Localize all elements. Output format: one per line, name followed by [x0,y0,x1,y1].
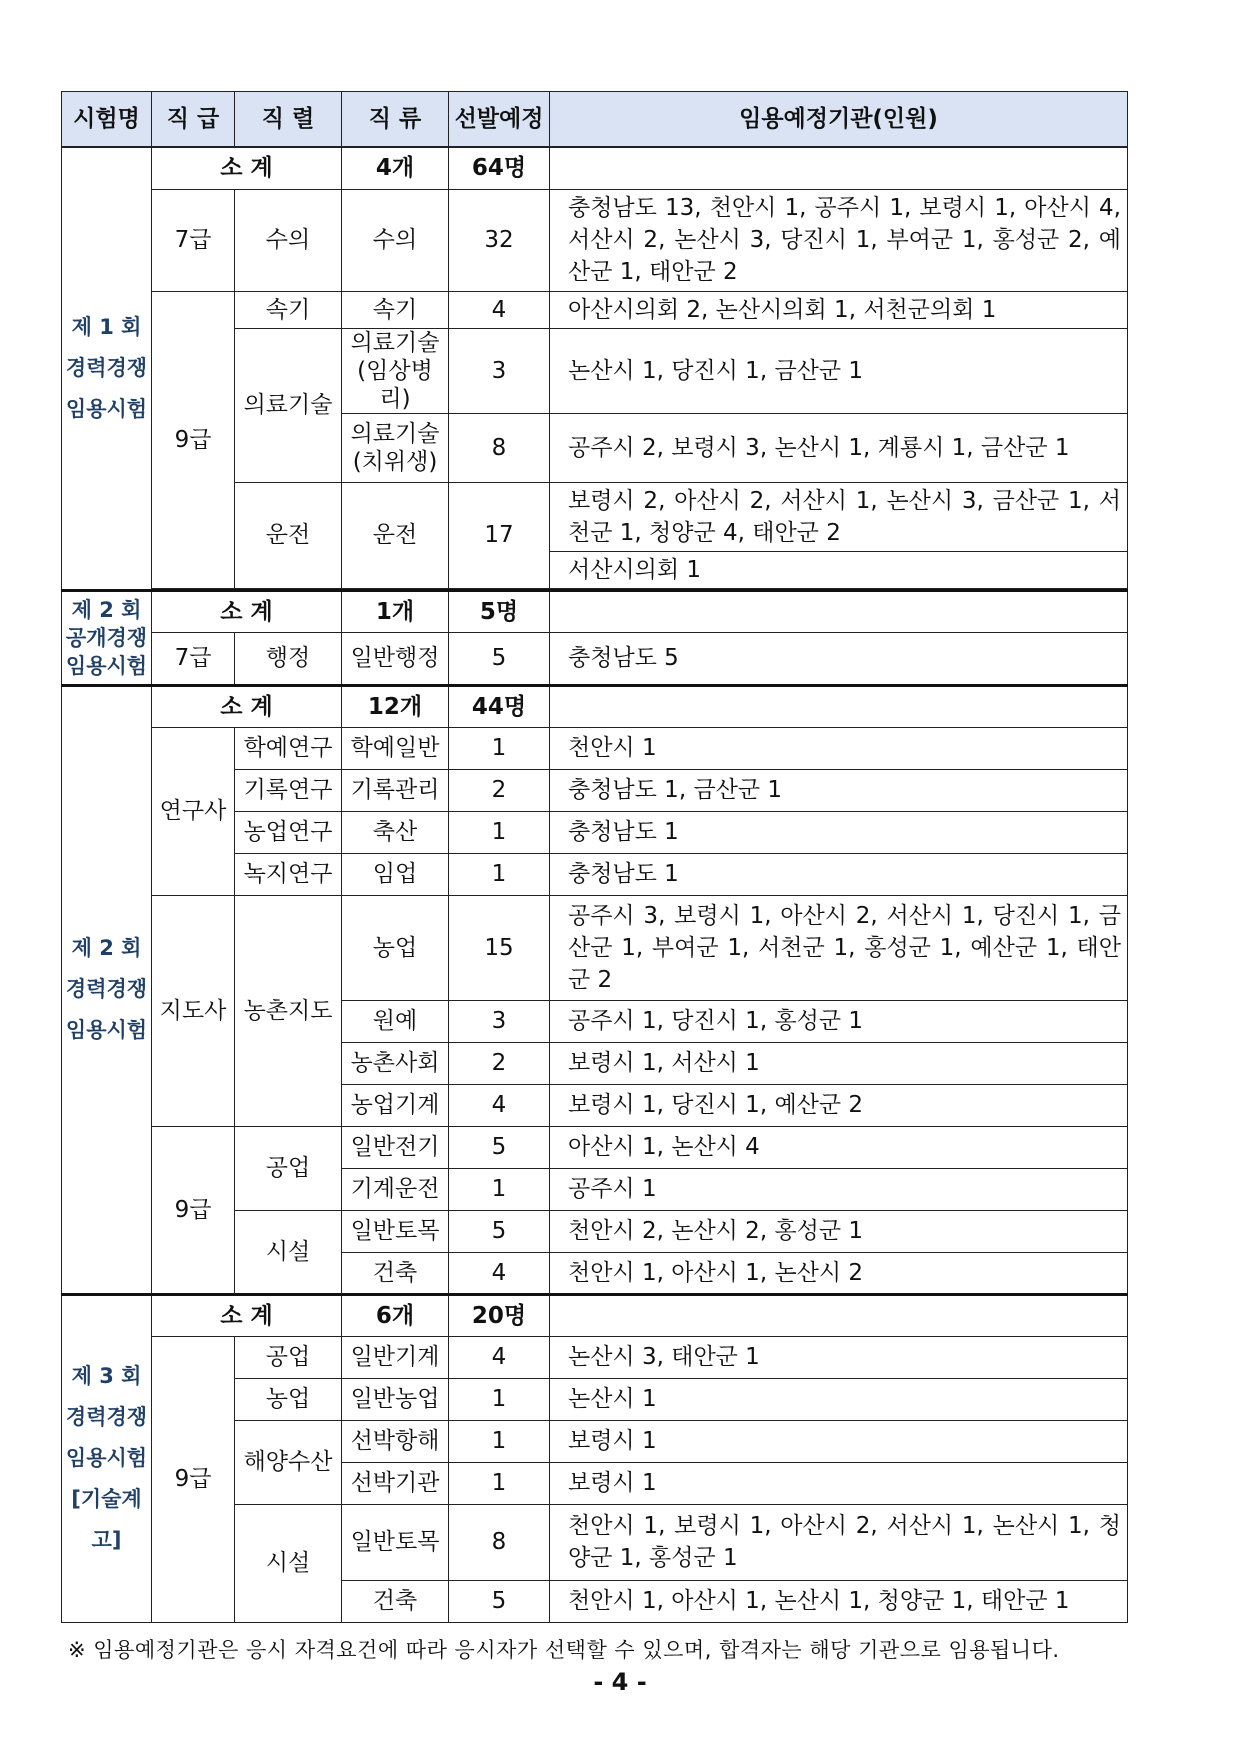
series-cell: 시설 [235,1504,342,1622]
subtotal-label: 소 계 [152,1294,342,1336]
subtotal-label: 소 계 [152,147,342,189]
agencies-cell: 보령시 2, 아산시 2, 서산시 1, 논산시 3, 금산군 1, 서천군 1, 청양군 4, 태안군 2 [550,482,1128,551]
class-cell: 농업 [342,895,449,1000]
agencies-cell: 보령시 1, 당진시 1, 예산군 2 [550,1084,1128,1126]
header-exam: 시험명 [62,92,152,148]
grade-cell: 7급 [152,632,235,685]
grade-cell: 연구사 [152,727,235,895]
agencies-cell: 천안시 1, 아산시 1, 논산시 2 [550,1252,1128,1294]
class-cell: 일반행정 [342,632,449,685]
grade-cell: 9급 [152,291,235,588]
class-cell: 일반농업 [342,1378,449,1420]
num-cell: 8 [449,1504,550,1580]
subtotal-count: 4개 [342,147,449,189]
subtotal-count: 1개 [342,590,449,632]
agencies-cell: 충청남도 1, 금산군 1 [550,769,1128,811]
subtotal-blank [550,147,1128,189]
num-cell: 1 [449,727,550,769]
num-cell: 4 [449,291,550,328]
exam-line: 제 2 회 [71,597,142,622]
page-number: - 4 - [593,1668,647,1696]
num-cell: 1 [449,1462,550,1504]
table-row [62,291,1128,328]
agencies-cell: 공주시 1 [550,1168,1128,1210]
series-cell: 농촌지도 [235,895,342,1126]
grade-cell: 지도사 [152,895,235,1126]
series-cell: 기록연구 [235,769,342,811]
class-cell: 선박기관 [342,1462,449,1504]
grade-cell: 7급 [152,189,235,291]
class-cell: 수의 [342,189,449,291]
recruitment-table [61,91,1128,1623]
table-row [62,1336,1128,1378]
header-row [62,92,1128,148]
series-cell: 시설 [235,1210,342,1294]
class-cell: 원예 [342,1000,449,1042]
num-cell: 4 [449,1336,550,1378]
agencies-cell: 논산시 1, 당진시 1, 금산군 1 [550,328,1128,413]
header-grade: 직 급 [152,92,235,148]
num-cell: 3 [449,328,550,413]
agencies-cell: 서산시의회 1 [550,551,1128,588]
grade-cell: 9급 [152,1126,235,1294]
series-cell: 해양수산 [235,1420,342,1504]
subtotal-total: 64명 [449,147,550,189]
class-cell: 일반토목 [342,1210,449,1252]
class-cell: 농촌사회 [342,1042,449,1084]
subtotal-total: 44명 [449,685,550,727]
class-cell: 학예일반 [342,727,449,769]
table-row [62,895,1128,1000]
class-cell: 기계운전 [342,1168,449,1210]
series-cell: 속기 [235,291,342,328]
exam-line: 임용시험 [65,1446,148,1470]
header-selection: 선발예정 [449,92,550,148]
agencies-cell: 천안시 1, 보령시 1, 아산시 2, 서산시 1, 논산시 1, 청양군 1, 홍성군 1 [550,1504,1128,1580]
exam-line: 공개경쟁 [65,625,148,650]
table-row [62,727,1128,769]
series-cell: 농업연구 [235,811,342,853]
class-cell: 의료기술 (임상병리) [342,328,449,413]
agencies-cell: 공주시 3, 보령시 1, 아산시 2, 서산시 1, 당진시 1, 금산군 1, 부여군 1, 서천군 1, 홍성군 1, 예산군 1, 태안군 2 [550,895,1128,1000]
series-cell: 학예연구 [235,727,342,769]
agencies-cell: 논산시 3, 태안군 1 [550,1336,1128,1378]
class-cell: 선박항해 [342,1420,449,1462]
exam-name-cell [62,1294,152,1622]
num-cell: 2 [449,769,550,811]
agencies-cell: 보령시 1, 서산시 1 [550,1042,1128,1084]
series-cell: 농업 [235,1378,342,1420]
class-cell: 일반기계 [342,1336,449,1378]
subtotal-count: 12개 [342,685,449,727]
exam-line: 제 1 회 [71,314,142,339]
class-cell: 축산 [342,811,449,853]
num-cell: 1 [449,1378,550,1420]
exam-name-cell [62,147,152,590]
exam-line: 경력경쟁 [65,1405,148,1429]
subtotal-blank [550,1294,1128,1336]
exam-line: [기술계고] [71,1487,142,1552]
exam-name-cell [62,685,152,1294]
num-cell: 8 [449,413,550,482]
header-agencies: 임용예정기관(인원) [550,92,1128,148]
num-cell: 5 [449,1580,550,1622]
series-cell: 의료기술 [235,328,342,482]
subtotal-count: 6개 [342,1294,449,1336]
agencies-cell: 보령시 1 [550,1420,1128,1462]
agencies-cell: 충청남도 1 [550,853,1128,895]
agencies-cell: 충청남도 5 [550,632,1128,685]
class-cell: 의료기술 (치위생) [342,413,449,482]
num-cell: 1 [449,1168,550,1210]
exam-line: 임용시험 [65,1018,148,1042]
series-cell: 공업 [235,1126,342,1210]
subtotal-blank [550,685,1128,727]
agencies-cell: 보령시 1 [550,1462,1128,1504]
agencies-cell: 아산시 1, 논산시 4 [550,1126,1128,1168]
exam-line: 임용시험 [65,653,148,678]
class-cell: 기록관리 [342,769,449,811]
class-cell: 운전 [342,482,449,588]
grade-cell: 9급 [152,1336,235,1622]
class-cell: 건축 [342,1252,449,1294]
header-series: 직 렬 [235,92,342,148]
num-cell: 1 [449,853,550,895]
subtotal-blank [550,590,1128,632]
class-cell: 일반전기 [342,1126,449,1168]
num-cell: 15 [449,895,550,1000]
agencies-cell: 충청남도 13, 천안시 1, 공주시 1, 보령시 1, 아산시 4, 서산시 2, 논산시 3, 당진시 1, 부여군 1, 홍성군 2, 예산군 1, 태안군 2 [550,189,1128,291]
subtotal-row [62,1294,1128,1336]
series-cell: 수의 [235,189,342,291]
exam-line: 제 2 회 [71,936,142,960]
class-cell: 농업기계 [342,1084,449,1126]
footnote: ※ 임용예정기관은 응시 자격요건에 따라 응시자가 선택할 수 있으며, 합격자는 해당 기관으로 임용됩니다. [68,1638,1060,1662]
exam-line: 경력경쟁 [65,355,148,380]
num-cell: 4 [449,1252,550,1294]
agencies-cell: 아산시의회 2, 논산시의회 1, 서천군의회 1 [550,291,1128,328]
agencies-cell: 천안시 1, 아산시 1, 논산시 1, 청양군 1, 태안군 1 [550,1580,1128,1622]
num-cell: 3 [449,1000,550,1042]
table-row [62,1126,1128,1168]
exam-line: 제 3 회 [71,1364,142,1388]
class-cell: 임업 [342,853,449,895]
num-cell: 1 [449,811,550,853]
num-cell: 32 [449,189,550,291]
agencies-cell: 충청남도 1 [550,811,1128,853]
series-cell: 공업 [235,1336,342,1378]
num-cell: 5 [449,632,550,685]
exam-name-cell [62,590,152,685]
agencies-cell: 공주시 1, 당진시 1, 홍성군 1 [550,1000,1128,1042]
num-cell: 17 [449,482,550,588]
table-row [62,189,1128,291]
agencies-cell: 천안시 2, 논산시 2, 홍성군 1 [550,1210,1128,1252]
header-class: 직 류 [342,92,449,148]
series-cell: 녹지연구 [235,853,342,895]
subtotal-row [62,590,1128,632]
subtotal-row [62,685,1128,727]
agencies-cell: 논산시 1 [550,1378,1128,1420]
class-cell: 속기 [342,291,449,328]
series-cell: 운전 [235,482,342,588]
agencies-cell: 천안시 1 [550,727,1128,769]
num-cell: 5 [449,1210,550,1252]
class-cell: 일반토목 [342,1504,449,1580]
exam-line: 임용시험 [65,396,148,421]
exam-line: 경력경쟁 [65,977,148,1001]
subtotal-total: 20명 [449,1294,550,1336]
table-row [62,632,1128,685]
class-cell: 건축 [342,1580,449,1622]
subtotal-label: 소 계 [152,685,342,727]
num-cell: 5 [449,1126,550,1168]
subtotal-total: 5명 [449,590,550,632]
num-cell: 4 [449,1084,550,1126]
subtotal-row [62,147,1128,189]
num-cell: 2 [449,1042,550,1084]
subtotal-label: 소 계 [152,590,342,632]
num-cell: 1 [449,1420,550,1462]
series-cell: 행정 [235,632,342,685]
agencies-cell: 공주시 2, 보령시 3, 논산시 1, 계룡시 1, 금산군 1 [550,413,1128,482]
